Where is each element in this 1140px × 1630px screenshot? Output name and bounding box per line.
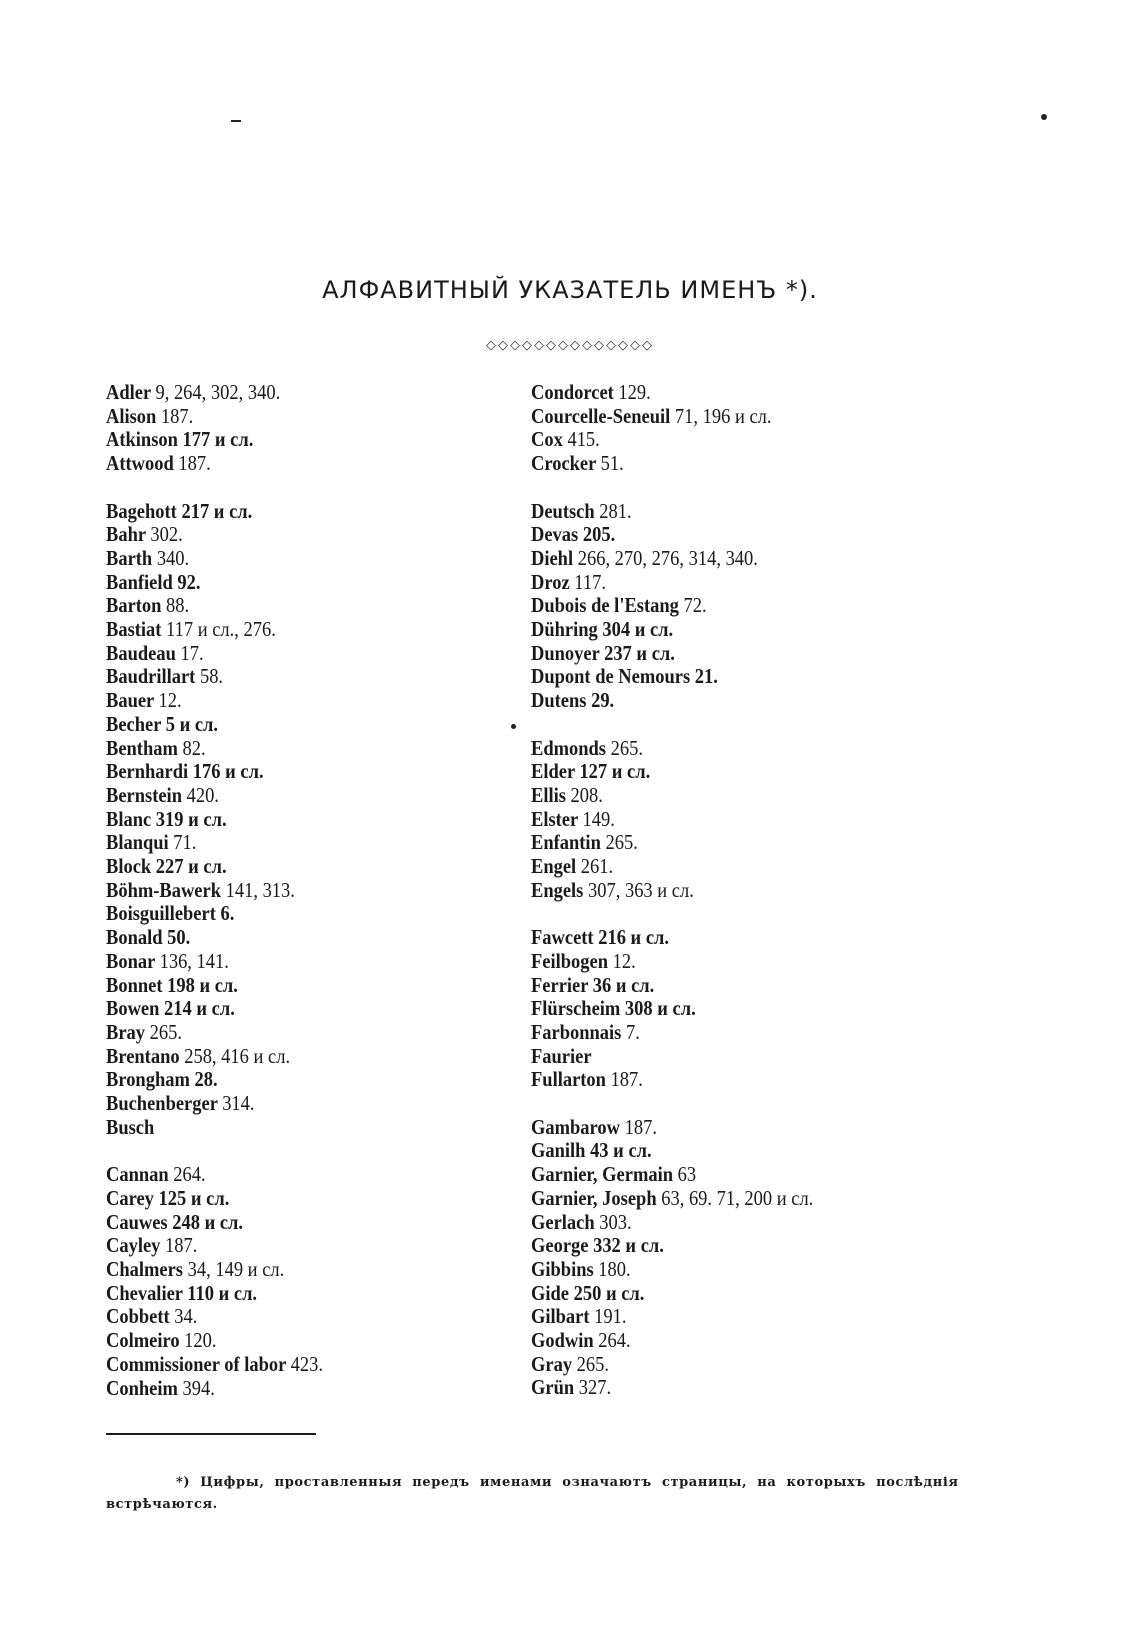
- entry-name: Blanqui: [106, 830, 169, 855]
- index-entry: [106, 689, 520, 713]
- entry-pages: 149.: [582, 806, 615, 831]
- entry-name: Gambarow: [531, 1114, 620, 1139]
- entry-name: Garnier, Germain: [531, 1162, 674, 1187]
- index-entry: [106, 1377, 520, 1401]
- entry-pages: 191.: [594, 1304, 627, 1329]
- index-entry: [531, 1163, 945, 1187]
- index-entry: [531, 405, 945, 429]
- entry-pages: 12.: [612, 948, 636, 973]
- entry-name: Chalmers: [106, 1256, 183, 1281]
- entry-name: Bonnet: [106, 972, 163, 997]
- entry-pages: 264.: [598, 1328, 631, 1353]
- entry-name: Elder: [531, 759, 575, 784]
- entry-pages: 117.: [574, 569, 606, 594]
- entry-name: Böhm-Bawerk: [106, 877, 221, 902]
- entry-name: Buchenberger: [106, 1091, 218, 1116]
- entry-name: Atkinson: [106, 427, 178, 452]
- index-entry: [531, 1329, 945, 1353]
- index-entry: [106, 1163, 520, 1187]
- entry-pages: 71, 196 и сл.: [674, 403, 772, 428]
- entry-name: Block: [106, 854, 152, 879]
- entry-pages: 327.: [578, 1375, 612, 1400]
- entry-name: Bowen: [106, 996, 160, 1021]
- entry-name: Cox: [531, 427, 563, 452]
- index-entry: [106, 594, 520, 618]
- entry-name: Godwin: [531, 1328, 594, 1353]
- entry-name: Devas: [531, 522, 579, 547]
- entry-pages: 29.: [591, 688, 615, 713]
- index-entry: [106, 1353, 520, 1377]
- entry-pages: 205.: [582, 522, 616, 547]
- entry-name: Carey: [106, 1185, 154, 1210]
- entry-name: Ferrier: [531, 972, 589, 997]
- entry-pages: 265.: [610, 735, 643, 760]
- index-entry: [106, 950, 520, 974]
- entry-name: Baudrillart: [106, 664, 196, 689]
- entry-name: Bastiat: [106, 617, 162, 642]
- index-entry: [106, 547, 520, 571]
- index-entry: [531, 523, 945, 547]
- entry-pages: 248 и сл.: [172, 1209, 244, 1234]
- entry-name: Barton: [106, 593, 162, 618]
- index-entry: [106, 428, 520, 452]
- index-entry: [531, 571, 945, 595]
- page-title: АЛФАВИТНЫЙ УКАЗАТЕЛЬ ИМЕНЪ *).: [322, 276, 818, 304]
- print-speck: [1041, 114, 1047, 120]
- index-entry: [106, 500, 520, 524]
- entry-name: Bray: [106, 1019, 146, 1044]
- entry-pages: 187.: [624, 1114, 657, 1139]
- entry-pages: 250 и сл.: [573, 1280, 645, 1305]
- entry-pages: 36 и сл.: [592, 972, 655, 997]
- entry-pages: 415.: [567, 427, 600, 452]
- index-entry: [531, 831, 945, 855]
- index-entry: [531, 1211, 945, 1235]
- entry-pages: 264.: [173, 1162, 206, 1187]
- index-entry: [106, 1305, 520, 1329]
- entry-name: Diehl: [531, 545, 574, 570]
- index-entry: [531, 1187, 945, 1211]
- entry-pages: 281.: [599, 498, 632, 523]
- entry-name: Fullarton: [531, 1067, 606, 1092]
- index-entry: [531, 1116, 945, 1140]
- entry-name: Bentham: [106, 735, 178, 760]
- index-entry: [531, 974, 945, 998]
- index-column-left: [106, 381, 520, 1424]
- entry-pages: 88.: [166, 593, 190, 618]
- entry-name: Edmonds: [531, 735, 606, 760]
- entry-pages: 214 и сл.: [164, 996, 235, 1021]
- entry-pages: 261.: [580, 854, 614, 879]
- index-entry: [106, 1211, 520, 1235]
- entry-pages: 63, 69. 71, 200 и сл.: [661, 1185, 814, 1210]
- entry-pages: 71.: [173, 830, 197, 855]
- entry-pages: 63: [677, 1162, 697, 1187]
- index-entry: [531, 618, 945, 642]
- entry-name: Elster: [531, 806, 578, 831]
- index-letter-group: [106, 1163, 520, 1400]
- entry-pages: 17.: [180, 640, 204, 665]
- entry-pages: 198 и сл.: [167, 972, 238, 997]
- entry-name: Enfantin: [531, 830, 601, 855]
- entry-name: Bonar: [106, 948, 155, 973]
- entry-name: Cayley: [106, 1233, 161, 1258]
- entry-pages: 110 и сл.: [187, 1280, 258, 1305]
- entry-name: Garnier, Joseph: [531, 1185, 657, 1210]
- index-entry: [106, 831, 520, 855]
- entry-name: Grün: [531, 1375, 575, 1400]
- entry-name: Courcelle-Seneuil: [531, 403, 671, 428]
- index-entry: [106, 1045, 520, 1069]
- index-entry: [531, 1068, 945, 1092]
- index-entry: [106, 618, 520, 642]
- entry-name: Condorcet: [531, 380, 614, 404]
- entry-name: Fawcett: [531, 925, 594, 950]
- entry-pages: 34, 149 и сл.: [187, 1256, 285, 1281]
- entry-pages: 319 и сл.: [155, 806, 227, 831]
- entry-pages: 51.: [600, 451, 624, 476]
- entry-pages: 304 и сл.: [602, 617, 674, 642]
- index-entry: [531, 855, 945, 879]
- index-entry: [531, 1305, 945, 1329]
- index-entry: [531, 808, 945, 832]
- footnote: *) Цифры, проставленныя передъ именами означаютъ страницы, на которыхъ послѣднія встрѣчаются.: [106, 1475, 959, 1512]
- entry-name: Banfield: [106, 569, 173, 594]
- entry-pages: 92.: [177, 569, 201, 594]
- index-entry: [106, 902, 520, 926]
- entry-name: Feilbogen: [531, 948, 608, 973]
- index-entry: [531, 1021, 945, 1045]
- index-entry: [106, 713, 520, 737]
- entry-pages: 187.: [165, 1233, 198, 1258]
- index-entry: [106, 452, 520, 476]
- entry-name: Alison: [106, 403, 157, 428]
- index-letter-group: [531, 500, 945, 713]
- index-entry: [531, 500, 945, 524]
- entry-name: Gray: [531, 1351, 573, 1376]
- index-entry: [531, 452, 945, 476]
- entry-name: Boisguillebert: [106, 901, 216, 926]
- entry-name: Cobbett: [106, 1304, 170, 1329]
- index-entry: [106, 926, 520, 950]
- entry-pages: 265.: [149, 1019, 182, 1044]
- entry-pages: 12.: [158, 688, 182, 713]
- entry-pages: 217 и сл.: [181, 498, 253, 523]
- entry-name: Flürscheim: [531, 996, 621, 1021]
- entry-name: Gilbart: [531, 1304, 590, 1329]
- entry-pages: 216 и сл.: [598, 925, 670, 950]
- entry-pages: 258, 416 и сл.: [184, 1043, 291, 1068]
- index-letter-group: [531, 381, 945, 476]
- entry-pages: 28.: [194, 1067, 218, 1092]
- entry-pages: 177 и сл.: [182, 427, 254, 452]
- index-entry: [106, 1234, 520, 1258]
- entry-pages: 340.: [156, 545, 190, 570]
- entry-name: Colmeiro: [106, 1328, 180, 1353]
- index-entry: [106, 1068, 520, 1092]
- entry-name: Chevalier: [106, 1280, 183, 1305]
- index-entry: [531, 760, 945, 784]
- entry-name: Bernstein: [106, 782, 182, 807]
- index-entry: [106, 974, 520, 998]
- entry-pages: 58.: [199, 664, 224, 689]
- entry-pages: 187.: [178, 451, 211, 476]
- entry-name: Gibbins: [531, 1256, 594, 1281]
- index-entry: [531, 594, 945, 618]
- entry-name: Baudeau: [106, 640, 176, 665]
- entry-pages: 72.: [683, 593, 707, 618]
- index-entry: [531, 665, 945, 689]
- entry-pages: 82.: [182, 735, 206, 760]
- entry-pages: 394.: [182, 1375, 215, 1400]
- index-entry: [106, 1329, 520, 1353]
- index-letter-group: [531, 737, 945, 903]
- entry-pages: 136, 141.: [159, 948, 229, 973]
- entry-pages: 50.: [167, 925, 191, 950]
- index-entry: [106, 808, 520, 832]
- entry-name: Bernhardi: [106, 759, 189, 784]
- entry-name: Gerlach: [531, 1209, 595, 1234]
- footnote-rule: [106, 1433, 316, 1435]
- entry-name: Cannan: [106, 1162, 169, 1187]
- index-entry: [531, 642, 945, 666]
- entry-name: Cauwes: [106, 1209, 168, 1234]
- entry-pages: 187.: [160, 403, 194, 428]
- index-letter-group: [531, 926, 945, 1092]
- index-entry: [106, 1187, 520, 1211]
- entry-name: Bahr: [106, 522, 146, 547]
- entry-name: Bonald: [106, 925, 163, 950]
- entry-pages: 43 и сл.: [590, 1138, 652, 1163]
- entry-pages: 423.: [290, 1351, 323, 1376]
- index-entry: [531, 1376, 945, 1400]
- index-entry: [106, 855, 520, 879]
- index-entry: [106, 405, 520, 429]
- entry-pages: 129.: [618, 380, 651, 404]
- entry-name: Farbonnais: [531, 1019, 622, 1044]
- index-column-right: [531, 381, 945, 1424]
- index-entry: [531, 950, 945, 974]
- entry-name: Conheim: [106, 1375, 178, 1400]
- entry-name: Droz: [531, 569, 570, 594]
- index-entry: [531, 1139, 945, 1163]
- entry-name: Barth: [106, 545, 153, 570]
- index-entry: [531, 737, 945, 761]
- index-letter-group: [106, 381, 520, 476]
- entry-pages: 176 и сл.: [192, 759, 264, 784]
- entry-pages: 180.: [598, 1256, 631, 1281]
- entry-pages: 21.: [694, 664, 718, 689]
- index-entry: [531, 926, 945, 950]
- entry-pages: 5 и сл.: [165, 711, 219, 736]
- entry-name: Adler: [106, 380, 151, 404]
- index-entry: [531, 1258, 945, 1282]
- entry-pages: 117 и сл., 276.: [166, 617, 276, 642]
- entry-pages: 307, 363 и сл.: [587, 877, 694, 902]
- entry-name: Dutens: [531, 688, 587, 713]
- index-entry: [106, 1282, 520, 1306]
- entry-name: Crocker: [531, 451, 597, 476]
- entry-name: Faurier: [531, 1043, 592, 1068]
- entry-pages: 314.: [222, 1091, 255, 1116]
- entry-pages: 125 и сл.: [158, 1185, 230, 1210]
- index-entry: [531, 1282, 945, 1306]
- entry-pages: 308 и сл.: [624, 996, 696, 1021]
- index-letter-group: [531, 1116, 945, 1400]
- index-entry: [531, 689, 945, 713]
- entry-pages: 9, 264, 302, 340.: [155, 380, 281, 404]
- index-entry: [531, 1234, 945, 1258]
- index-entry: [106, 1021, 520, 1045]
- entry-name: Ganilh: [531, 1138, 586, 1163]
- index-entry: [531, 1353, 945, 1377]
- print-speck: [231, 120, 241, 122]
- entry-pages: 302.: [150, 522, 183, 547]
- index-entry: [106, 1258, 520, 1282]
- entry-name: Blanc: [106, 806, 152, 831]
- entry-pages: 187.: [610, 1067, 643, 1092]
- entry-name: Brongham: [106, 1067, 190, 1092]
- ornament-divider: ◇◇◇◇◇◇◇◇◇◇◇◇◇◇: [486, 338, 654, 353]
- index-entry: [106, 642, 520, 666]
- entry-name: Engel: [531, 854, 577, 879]
- entry-name: Dupont de Nemours: [531, 664, 691, 689]
- index-entry: [106, 523, 520, 547]
- entry-name: Engels: [531, 877, 584, 902]
- index-entry: [531, 997, 945, 1021]
- entry-name: Becher: [106, 711, 162, 736]
- entry-name: Deutsch: [531, 498, 595, 523]
- index-entry: [106, 665, 520, 689]
- entry-pages: 7.: [625, 1019, 640, 1044]
- index-entry: [531, 879, 945, 903]
- entry-name: Ellis: [531, 782, 566, 807]
- index-entry: [531, 428, 945, 452]
- entry-name: Gide: [531, 1280, 569, 1305]
- index-entry: [106, 784, 520, 808]
- entry-pages: 120.: [184, 1328, 217, 1353]
- entry-pages: 141, 313.: [225, 877, 295, 902]
- entry-pages: 208.: [570, 782, 603, 807]
- index-entry: [106, 879, 520, 903]
- entry-pages: 34.: [174, 1304, 198, 1329]
- index-entry: [106, 737, 520, 761]
- entry-name: Attwood: [106, 451, 174, 476]
- entry-pages: 127 и сл.: [579, 759, 651, 784]
- entry-name: Bagehott: [106, 498, 177, 523]
- index-entry: [106, 760, 520, 784]
- index-entry: [106, 1092, 520, 1116]
- index-entry: [531, 381, 945, 405]
- entry-name: Dunoyer: [531, 640, 600, 665]
- entry-name: Dubois de l'Estang: [531, 593, 679, 618]
- index-entry: [106, 1116, 520, 1140]
- entry-name: Dühring: [531, 617, 598, 642]
- entry-pages: 227 и сл.: [155, 854, 227, 879]
- index-entry: [531, 784, 945, 808]
- entry-pages: 420.: [186, 782, 219, 807]
- entry-pages: 332 и сл.: [593, 1233, 664, 1258]
- index-entry: [106, 381, 520, 405]
- index-letter-group: [106, 500, 520, 1140]
- entry-pages: 237 и сл.: [604, 640, 675, 665]
- entry-name: Brentano: [106, 1043, 180, 1068]
- entry-pages: 266, 270, 276, 314, 340.: [577, 545, 758, 570]
- entry-pages: 265.: [605, 830, 638, 855]
- index-entry: [531, 1045, 945, 1069]
- entry-name: Commissioner of labor: [106, 1351, 287, 1376]
- index-entry: [106, 571, 520, 595]
- entry-pages: 265.: [576, 1351, 610, 1376]
- index-entry: [106, 997, 520, 1021]
- index-entry: [531, 547, 945, 571]
- entry-name: George: [531, 1233, 589, 1258]
- entry-name: Busch: [106, 1114, 155, 1139]
- entry-pages: 303.: [599, 1209, 632, 1234]
- entry-pages: 6.: [220, 901, 235, 926]
- entry-name: Bauer: [106, 688, 154, 713]
